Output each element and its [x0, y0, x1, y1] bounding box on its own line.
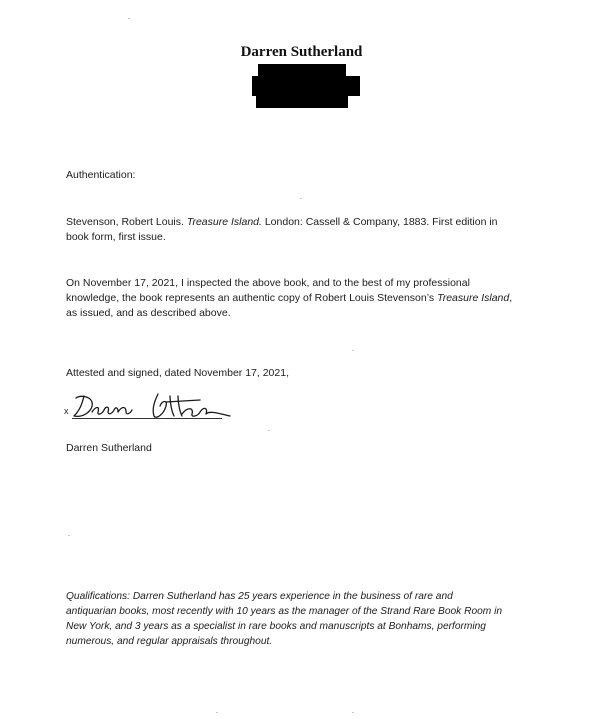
redaction-bar-middle: [252, 76, 360, 96]
inspection-line-3: as issued, and as described above.: [66, 307, 231, 319]
authentication-heading: Authentication:: [66, 169, 136, 181]
redaction-bar-bottom: [256, 94, 348, 108]
inspection-line-2: knowledge, the book represents an authentic copy of Robert Louis Stevenson’s Treasure Island,: [66, 292, 513, 304]
citation-line-2: book form, first issue.: [66, 231, 166, 243]
signer-name: Darren Sutherland: [66, 442, 152, 454]
scan-speck: [68, 535, 70, 536]
citation-title: Treasure Island.: [186, 216, 262, 228]
inspection-statement: [66, 276, 546, 321]
signature-underline: [72, 418, 222, 419]
qualifications-line-1: Qualifications: Darren Sutherland has 25 years experience in the business of rare and: [66, 591, 453, 602]
qualifications-line-3: New York, and 3 years as a specialist in rare books and manuscripts at Bonhams, performing: [66, 621, 486, 632]
scan-speck: [128, 18, 130, 19]
scan-speck: [268, 430, 270, 431]
citation-author: Stevenson, Robert Louis.: [66, 216, 184, 228]
qualifications-paragraph: [66, 589, 556, 649]
qualifications-line-2: antiquarian books, most recently with 10 years as the manager of the Strand Rare Book Room in: [66, 606, 503, 617]
book-title-italic: Treasure Island: [437, 292, 510, 304]
scan-speck: [352, 712, 354, 713]
scan-speck: [352, 350, 354, 351]
book-citation: [66, 215, 546, 245]
handwritten-signature: [70, 392, 240, 424]
qualifications-line-4: numerous, and regular appraisals throughout.: [66, 636, 273, 647]
attestation-line: Attested and signed, dated November 17, 2021,: [66, 367, 289, 379]
scan-speck: [216, 712, 218, 713]
letterhead-name: Darren Sutherland: [240, 44, 363, 60]
citation-line-1: [66, 215, 546, 230]
scan-speck: [300, 198, 302, 199]
inspection-line-1: On November 17, 2021, I inspected the above book, and to the best of my professional: [66, 277, 470, 289]
signature-x-mark: x: [64, 406, 69, 416]
citation-details: London: Cassell & Company, 1883. First edition in: [264, 216, 498, 228]
